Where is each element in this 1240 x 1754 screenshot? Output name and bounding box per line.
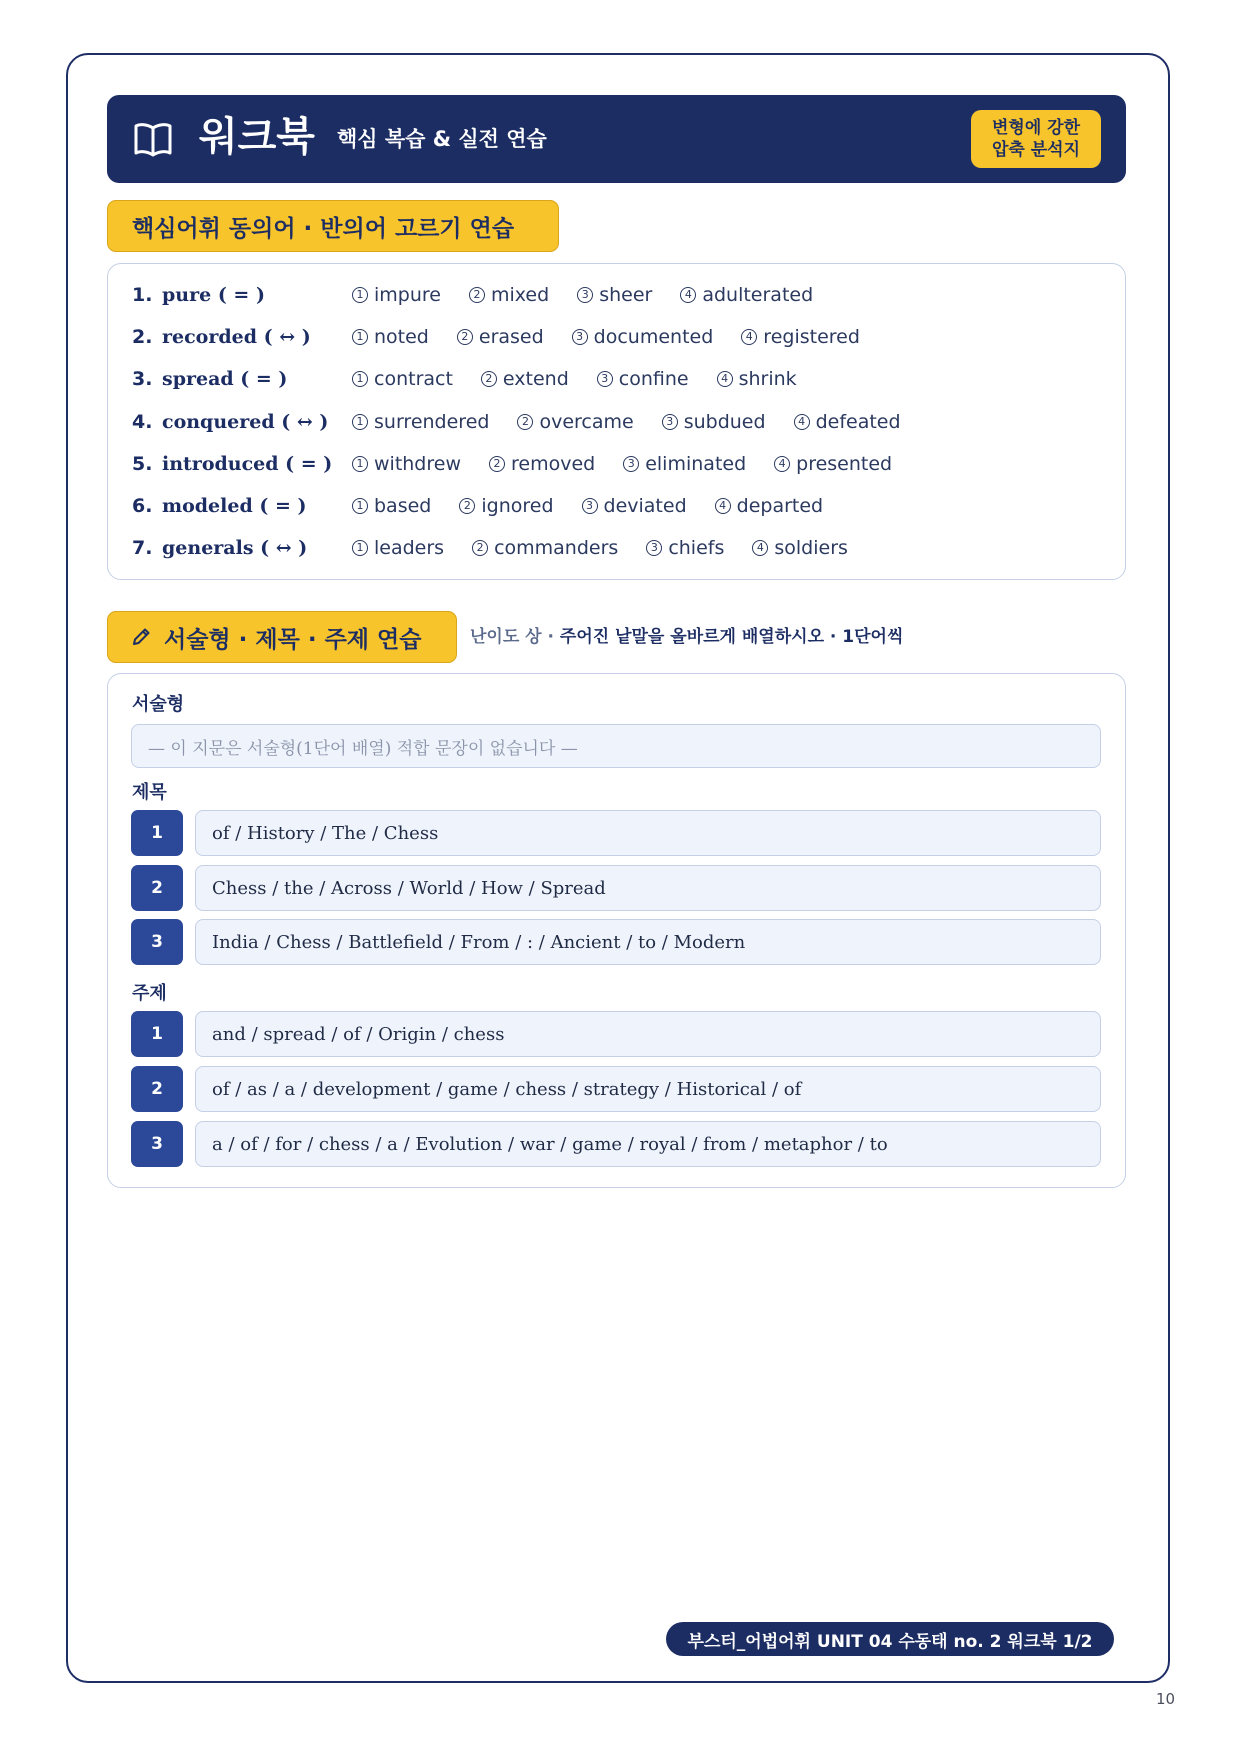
option-text: impure — [374, 284, 441, 306]
vocab-option — [646, 533, 724, 563]
option-number-mark: 2 — [481, 371, 497, 387]
option-number-mark: 3 — [597, 371, 613, 387]
option-text: based — [374, 495, 432, 517]
writing-section-title: 서술형 · 제목 · 주제 연습 — [164, 626, 422, 653]
option-text: withdrew — [374, 453, 461, 475]
title-word-field: India / Chess / Battlefield / From / : / Ancient / to / Modern — [195, 919, 1101, 965]
vocab-option — [582, 491, 687, 521]
vocab-item-word: recorded ( ↔ ) — [162, 326, 311, 348]
option-text: chiefs — [668, 537, 725, 559]
option-number-mark: 3 — [577, 287, 593, 303]
theme-number: 1 — [131, 1011, 183, 1057]
vocab-item-number: 6. — [132, 495, 153, 517]
option-text: documented — [593, 326, 714, 348]
option-number-mark: 3 — [623, 456, 639, 472]
theme-word-field: a / of / for / chess / a / Evolution / war / game / royal / from / metaphor / to — [195, 1121, 1101, 1167]
vocab-option — [717, 364, 797, 394]
option-text: erased — [478, 326, 544, 348]
option-number-mark: 4 — [752, 540, 768, 556]
vocab-item — [132, 322, 1092, 352]
vocab-item — [132, 364, 1092, 394]
workbook-header — [107, 95, 1126, 183]
vocab-item — [132, 491, 1092, 521]
option-number-mark: 1 — [352, 540, 368, 556]
option-number-mark: 1 — [352, 498, 368, 514]
vocab-option — [352, 491, 431, 521]
vocab-options — [352, 322, 888, 352]
vocab-section-title: 핵심어휘 동의어 · 반의어 고르기 연습 — [107, 200, 559, 252]
option-text: commanders — [494, 537, 619, 559]
option-number-mark: 1 — [352, 414, 368, 430]
title-row — [131, 810, 1101, 856]
vocab-options — [352, 364, 825, 394]
option-text: adulterated — [702, 284, 814, 306]
vocab-option — [662, 407, 766, 437]
option-number-mark: 1 — [352, 287, 368, 303]
vocab-item — [132, 533, 1092, 563]
footer-label: 부스터_어법어휘 UNIT 04 수동태 no. 2 워크북 1/2 — [666, 1622, 1114, 1656]
option-text: noted — [374, 326, 429, 348]
option-number-mark: 4 — [741, 329, 757, 345]
option-number-mark: 2 — [472, 540, 488, 556]
vocab-item-number: 2. — [132, 326, 153, 348]
instruction-text: 주어진 낱말을 올바르게 배열하시오 · 1단어씩 — [559, 627, 904, 647]
vocab-item-word: pure ( = ) — [162, 284, 265, 306]
option-number-mark: 1 — [352, 456, 368, 472]
option-text: mixed — [490, 284, 550, 306]
vocab-option — [352, 533, 444, 563]
vocab-option — [752, 533, 848, 563]
vocab-item-word: conquered ( ↔ ) — [162, 411, 329, 433]
vocab-item-word: introduced ( = ) — [162, 453, 333, 475]
title-label: 제목 — [132, 782, 167, 803]
vocab-option — [597, 364, 689, 394]
header-title: 워크북 — [199, 114, 315, 160]
vocab-option — [459, 491, 553, 521]
writing-box — [107, 673, 1126, 1188]
option-number-mark: 2 — [459, 498, 475, 514]
header-subtitle: 핵심 복습 & 실전 연습 — [337, 127, 547, 151]
title-row — [131, 865, 1101, 911]
option-number-mark: 2 — [517, 414, 533, 430]
option-number-mark: 3 — [646, 540, 662, 556]
vocab-item-number: 4. — [132, 411, 153, 433]
option-text: shrink — [738, 368, 797, 390]
option-text: registered — [763, 326, 860, 348]
title-word-field: of / History / The / Chess — [195, 810, 1101, 856]
vocab-option — [715, 491, 823, 521]
option-text: ignored — [481, 495, 554, 517]
vocab-item-word: generals ( ↔ ) — [162, 537, 308, 559]
vocab-option — [572, 322, 714, 352]
vocab-box — [107, 263, 1126, 580]
header-badge — [971, 110, 1101, 168]
option-text: eliminated — [645, 453, 747, 475]
vocab-item-word: spread ( = ) — [162, 368, 288, 390]
vocab-option — [481, 364, 569, 394]
option-number-mark: 3 — [582, 498, 598, 514]
option-text: departed — [736, 495, 824, 517]
option-number-mark: 2 — [469, 287, 485, 303]
option-number-mark: 3 — [572, 329, 588, 345]
vocab-option — [472, 533, 618, 563]
theme-number: 3 — [131, 1121, 183, 1167]
vocab-option — [517, 407, 633, 437]
vocab-options — [352, 533, 876, 563]
theme-number: 2 — [131, 1066, 183, 1112]
option-number-mark: 4 — [794, 414, 810, 430]
option-number-mark: 4 — [717, 371, 733, 387]
page-number: 10 — [1156, 1690, 1176, 1708]
vocab-item-number: 3. — [132, 368, 153, 390]
option-number-mark: 1 — [352, 371, 368, 387]
vocab-option — [741, 322, 860, 352]
vocab-option — [623, 449, 746, 479]
vocab-options — [352, 449, 920, 479]
option-text: confine — [618, 368, 689, 390]
option-text: leaders — [374, 537, 445, 559]
option-text: sheer — [599, 284, 653, 306]
option-number-mark: 4 — [774, 456, 790, 472]
option-text: extend — [502, 368, 569, 390]
option-number-mark: 4 — [680, 287, 696, 303]
option-text: removed — [511, 453, 596, 475]
writing-section-note — [470, 624, 903, 650]
vocab-item-number: 1. — [132, 284, 153, 306]
vocab-item — [132, 449, 1092, 479]
vocab-option — [577, 280, 652, 310]
title-word-field: Chess / the / Across / World / How / Spread — [195, 865, 1101, 911]
descriptive-label: 서술형 — [132, 694, 185, 715]
title-number: 1 — [131, 810, 183, 856]
vocab-option — [352, 364, 453, 394]
vocab-option — [457, 322, 544, 352]
option-text: deviated — [603, 495, 687, 517]
vocab-option — [774, 449, 892, 479]
vocab-options — [352, 407, 929, 437]
option-number-mark: 2 — [489, 456, 505, 472]
vocab-option — [352, 322, 429, 352]
option-text: soldiers — [774, 537, 848, 559]
option-number-mark: 1 — [352, 329, 368, 345]
vocab-option — [469, 280, 549, 310]
theme-row — [131, 1066, 1101, 1112]
theme-word-field: and / spread / of / Origin / chess — [195, 1011, 1101, 1057]
pencil-icon — [130, 626, 152, 648]
title-number: 3 — [131, 919, 183, 965]
vocab-option — [794, 407, 901, 437]
vocab-item-number: 7. — [132, 537, 153, 559]
theme-row — [131, 1121, 1101, 1167]
vocab-item-number: 5. — [132, 453, 153, 475]
vocab-options — [352, 491, 851, 521]
descriptive-empty-field: — 이 지문은 서술형(1단어 배열) 적합 문장이 없습니다 — — [131, 724, 1101, 768]
vocab-item — [132, 280, 1092, 310]
option-text: surrendered — [374, 411, 490, 433]
vocab-option — [680, 280, 813, 310]
option-text: presented — [796, 453, 893, 475]
book-icon — [133, 119, 173, 159]
writing-section-tab — [107, 611, 457, 663]
option-text: overcame — [539, 411, 634, 433]
option-number-mark: 3 — [662, 414, 678, 430]
difficulty-level: 난이도 상 · — [470, 627, 560, 647]
vocab-options — [352, 280, 841, 310]
theme-label: 주제 — [132, 983, 167, 1004]
theme-row — [131, 1011, 1101, 1057]
badge-line-1: 변형에 강한 — [991, 118, 1081, 138]
option-text: subdued — [683, 411, 766, 433]
vocab-option — [352, 280, 441, 310]
title-row — [131, 919, 1101, 965]
vocab-option — [352, 407, 489, 437]
theme-word-field: of / as / a / development / game / chess / strategy / Historical / of — [195, 1066, 1101, 1112]
badge-line-2: 압축 분석지 — [991, 140, 1081, 160]
vocab-item-word: modeled ( = ) — [162, 495, 307, 517]
vocab-item — [132, 407, 1092, 437]
option-text: defeated — [815, 411, 901, 433]
option-number-mark: 4 — [715, 498, 731, 514]
option-text: contract — [374, 368, 453, 390]
vocab-option — [352, 449, 461, 479]
option-number-mark: 2 — [457, 329, 473, 345]
vocab-option — [489, 449, 595, 479]
title-number: 2 — [131, 865, 183, 911]
